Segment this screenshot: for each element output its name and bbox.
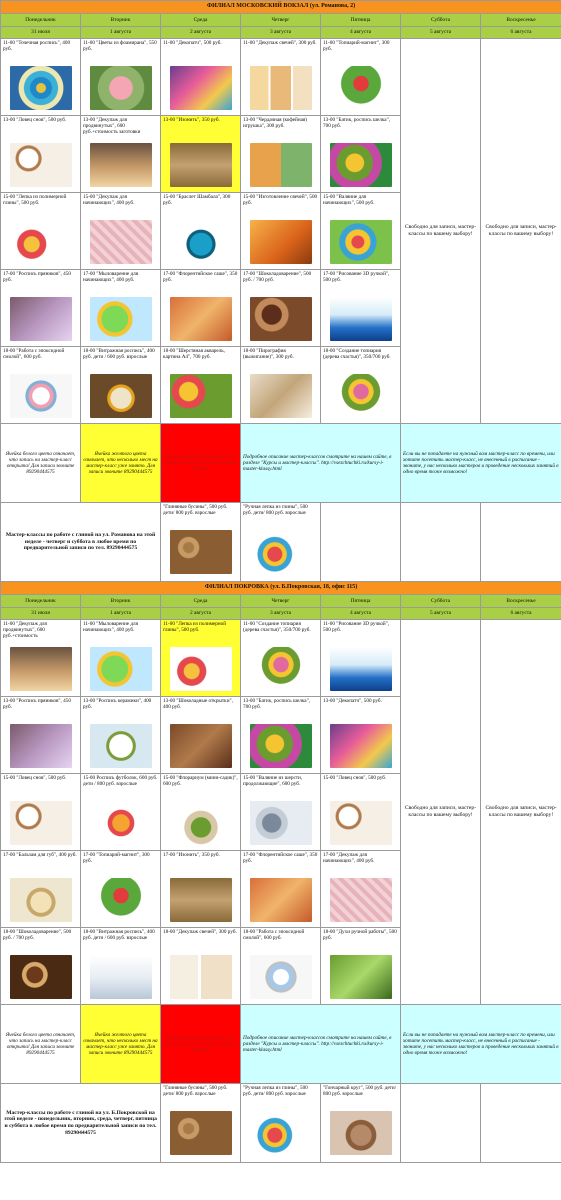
class-title: 11-00 "Точечная роспись", 400 руб. bbox=[3, 40, 71, 53]
class-title: 18-00 "Духи ручной работы", 500 руб. bbox=[323, 929, 397, 942]
class-slot[interactable] bbox=[81, 193, 161, 270]
class-slot[interactable] bbox=[241, 116, 321, 193]
soap-image bbox=[90, 647, 152, 691]
day-header: Суббота bbox=[401, 595, 481, 608]
dog-figure-image bbox=[330, 724, 392, 768]
class-slot[interactable] bbox=[241, 697, 321, 774]
silk-image bbox=[330, 143, 392, 187]
stained-glass-image bbox=[90, 955, 152, 999]
class-slot[interactable] bbox=[1, 39, 81, 116]
class-row bbox=[1, 39, 561, 116]
day-header: Понедельник bbox=[1, 595, 81, 608]
class-title: "Ручная лепка из глины", 500 руб. дети/ 800 руб. взрослые bbox=[243, 504, 308, 517]
class-title: 18-00 "Работа с эпоксидной смолой", 600 руб. bbox=[3, 348, 65, 361]
date-header: 2 августа bbox=[161, 27, 241, 39]
decoupage-image bbox=[330, 878, 392, 922]
candles-image bbox=[250, 66, 312, 110]
date-header: 31 июля bbox=[1, 27, 81, 39]
clay-class-slot[interactable] bbox=[321, 1084, 401, 1163]
class-slot[interactable] bbox=[1, 270, 81, 347]
class-title: 11-00 "Цветы из фоамирана", 550 руб. bbox=[83, 40, 157, 53]
stained-glass-image bbox=[90, 374, 152, 418]
legend-yellow: Ячейка желтого цвета означает, что несколько мест на мастер-класс уже занято. Для записи звоните 89290444575 bbox=[81, 1005, 161, 1084]
class-slot[interactable] bbox=[161, 347, 241, 424]
weekday-header-row bbox=[1, 14, 561, 27]
clay-note: Мастер-классы по работе с глиной на ул. Б.Покровской на этой неделе - понедельник, вторник, среда, четверг, пятница и суббота в любое время по предварительной записи по тел. 89290444575 bbox=[1, 1084, 161, 1163]
empty-cell bbox=[481, 503, 561, 582]
love-thread-image bbox=[170, 143, 232, 187]
clay-row bbox=[1, 1084, 561, 1163]
class-title: 18-00 "Витражная роспись", 400 руб. дети / 600 руб. взрослые bbox=[83, 348, 155, 361]
class-title: "Гончарный круг", 500 руб. дети/ 800 руб. взрослые bbox=[323, 1085, 397, 1098]
silk-image bbox=[250, 724, 312, 768]
clay-row bbox=[1, 503, 561, 582]
class-title: 17-00 "Бальзам для губ", 400 руб. bbox=[3, 852, 77, 858]
class-title: 18-00 "Декупаж свечей", 300 руб. bbox=[163, 929, 237, 935]
flower-image bbox=[90, 66, 152, 110]
clay-cups-image bbox=[250, 1111, 312, 1155]
class-title: 11-00 "Топиарий-магнит", 300 руб. bbox=[323, 40, 390, 53]
topiary-image bbox=[330, 66, 392, 110]
decoupage-room-image bbox=[90, 143, 152, 187]
class-slot[interactable] bbox=[241, 193, 321, 270]
legend-row bbox=[1, 424, 561, 503]
class-title: 11-00 "Декопатч", 500 руб. bbox=[163, 40, 222, 46]
legend-red: Красная ячейка означает, что группа на мастер-класс набрана целиком bbox=[161, 424, 241, 503]
day-header: Среда bbox=[161, 14, 241, 27]
free-slot[interactable]: Свободно для записи, мастер-классы по вашему выбору! bbox=[401, 620, 481, 1005]
class-title: 15-00 "Ловец снов", 500 руб. bbox=[3, 775, 67, 781]
class-title: 13-00 "Изонить", 350 руб. bbox=[163, 117, 220, 123]
date-header-row bbox=[1, 608, 561, 620]
class-slot[interactable] bbox=[161, 39, 241, 116]
class-slot[interactable] bbox=[321, 620, 401, 697]
day-header: Вторник bbox=[81, 14, 161, 27]
class-slot[interactable] bbox=[81, 851, 161, 928]
branch-title: ФИЛИАЛ ПОКРОВКА (ул. Б.Покровская, 18, офис 115) bbox=[1, 582, 561, 595]
date-header: 4 августа bbox=[321, 27, 401, 39]
empty-cell bbox=[401, 1084, 481, 1163]
class-slot[interactable] bbox=[81, 116, 161, 193]
class-title: 17-00 "Изонить", 350 руб. bbox=[163, 852, 220, 858]
class-title: 18-00 "Пирография (выжигание)", 300 руб. bbox=[243, 348, 294, 361]
class-slot[interactable] bbox=[1, 928, 81, 1005]
date-header: 5 августа bbox=[401, 608, 481, 620]
class-title: 11-00 "Декупаж свечей", 300 руб. bbox=[243, 40, 317, 46]
class-title: 13-00 "Декупаж для продвинутых", 600 руб.+стоимость заготовки bbox=[83, 117, 141, 136]
lip-balm-image bbox=[10, 878, 72, 922]
3d-tower-image bbox=[330, 647, 392, 691]
class-title: 15-00 "Валяние из шерсти, продолжающие", 600 руб. bbox=[243, 775, 303, 788]
day-header: Суббота bbox=[401, 14, 481, 27]
class-slot[interactable] bbox=[1, 116, 81, 193]
class-slot[interactable] bbox=[321, 193, 401, 270]
legend-site-link[interactable]: Подробное описание мастер-классов смотрите на нашем сайте, в разделе "Курсы и мастер-классы". http://vsezchtuchki.ru/kursy-i-master-klassy.html bbox=[241, 1005, 401, 1084]
date-header: 6 августа bbox=[481, 608, 561, 620]
day-header: Пятница bbox=[321, 14, 401, 27]
topiary-image bbox=[90, 878, 152, 922]
topiary-tree-image bbox=[330, 374, 392, 418]
date-header-row bbox=[1, 27, 561, 39]
class-title: 17-00 "Мыловарение для начинающих", 400 руб. bbox=[83, 271, 139, 284]
class-slot[interactable] bbox=[81, 928, 161, 1005]
class-slot[interactable] bbox=[81, 39, 161, 116]
topiary-tree-image bbox=[250, 647, 312, 691]
class-title: 18-00 "Создание топиария (дерева счастья)", 350/700 руб. bbox=[323, 348, 391, 361]
branch2-title-row bbox=[1, 582, 561, 595]
class-slot[interactable] bbox=[1, 851, 81, 928]
class-slot[interactable] bbox=[241, 774, 321, 851]
day-header: Среда bbox=[161, 595, 241, 608]
candle-making-image bbox=[250, 220, 312, 264]
class-title: 11-00 "Создание топиария (дерева счастья)", 350/700 руб. bbox=[243, 621, 311, 634]
ceramic-cup-image bbox=[90, 724, 152, 768]
decoupage-room-image bbox=[10, 647, 72, 691]
branch1-title-row bbox=[1, 1, 561, 14]
clay-earrings-image bbox=[170, 647, 232, 691]
soap-image bbox=[90, 297, 152, 341]
class-slot[interactable] bbox=[241, 928, 321, 1005]
free-slot[interactable]: Свободно для записи, мастер-классы по вашему выбору! bbox=[481, 39, 561, 424]
class-slot[interactable] bbox=[241, 620, 321, 697]
class-title: 13-00 "Роспись пряников", 450 руб. bbox=[3, 698, 71, 711]
class-title: 11-00 "Лепка из полимерной глины", 500 руб. bbox=[163, 621, 227, 634]
date-header: 1 августа bbox=[81, 608, 161, 620]
class-slot[interactable] bbox=[321, 851, 401, 928]
class-title: 15-00 "Валяние для начинающих", 500 руб. bbox=[323, 194, 375, 207]
class-title: 13-00 "Батик, роспись шелка", 700 руб. bbox=[323, 117, 391, 130]
date-header: 1 августа bbox=[81, 27, 161, 39]
class-slot[interactable] bbox=[321, 928, 401, 1005]
legend-request: Если вы не попадаете на нужный вам мастер-класс по времени, или хотите посетить мастер-класс, не внесенный в расписание - звоните, у нас несколько мастеров и проведение нескольких занятий в одно время тоже возможно! bbox=[401, 1005, 561, 1084]
free-slot[interactable]: Свободно для записи, мастер-классы по вашему выбору! bbox=[401, 39, 481, 424]
legend-site-link[interactable]: Подробное описание мастер-классов смотрите на нашем сайте, в разделе "Курсы и мастер-классы". http://vsezchtuchki.ru/kursy-i-master-klassy.html bbox=[241, 424, 401, 503]
class-slot[interactable] bbox=[241, 347, 321, 424]
class-title: 17-00 "Топиарий-магнит", 300 руб. bbox=[83, 852, 150, 865]
wool-painting-image bbox=[170, 374, 232, 418]
felt-owls-image bbox=[250, 801, 312, 845]
empty-cell bbox=[401, 503, 481, 582]
date-header: 2 августа bbox=[161, 608, 241, 620]
class-title: 11-00 "Декупаж для продвинутых", 600 руб.+стоимость bbox=[3, 621, 47, 640]
clay-earrings-image bbox=[10, 220, 72, 264]
class-title: 15-00 "Декупаж для начинающих", 400 руб. bbox=[83, 194, 135, 207]
class-slot[interactable] bbox=[81, 347, 161, 424]
resin-pendant-image bbox=[250, 955, 312, 999]
class-slot[interactable] bbox=[161, 774, 241, 851]
day-header: Воскресенье bbox=[481, 14, 561, 27]
tshirt-fish-image bbox=[90, 801, 152, 845]
class-title: 17-00 "Флорентийское саше", 350 руб. bbox=[243, 852, 318, 865]
date-header: 5 августа bbox=[401, 27, 481, 39]
class-slot[interactable] bbox=[321, 270, 401, 347]
class-title: 11-00 "Мыловарение для начинающих", 400 руб. bbox=[83, 621, 138, 634]
class-title: 13-00 "Шоколадные открытки", 400 руб. bbox=[163, 698, 233, 711]
class-slot[interactable] bbox=[241, 39, 321, 116]
sachet-image bbox=[170, 297, 232, 341]
sachet-image bbox=[250, 878, 312, 922]
legend-red: Красная ячейка означает, что группа на мастер-класс набрана целиком bbox=[161, 1005, 241, 1084]
class-title: 15-00 "Изготовление свечей", 500 руб. bbox=[243, 194, 318, 207]
felting-image bbox=[330, 220, 392, 264]
legend-request: Если вы не попадаете на нужный вам мастер-класс по времени, или хотите посетить мастер-класс, не внесенный в расписание - звоните, у нас несколько мастеров и проведение нескольких занятий в одно время тоже возможно! bbox=[401, 424, 561, 503]
love-thread-image bbox=[170, 878, 232, 922]
class-slot[interactable] bbox=[321, 347, 401, 424]
class-slot[interactable] bbox=[81, 774, 161, 851]
date-header: 31 июля bbox=[1, 608, 81, 620]
class-title: "Глиняные бусины", 500 руб. дети/ 800 руб. взрослые bbox=[163, 1085, 228, 1098]
class-slot[interactable] bbox=[321, 116, 401, 193]
legend-row bbox=[1, 1005, 561, 1084]
class-slot[interactable] bbox=[321, 697, 401, 774]
class-slot[interactable] bbox=[161, 620, 241, 697]
class-slot[interactable] bbox=[241, 851, 321, 928]
class-title: 18-00 "Шерстяная акварель, картина А4", 700 руб. bbox=[163, 348, 225, 361]
clay-class-slot[interactable] bbox=[161, 1084, 241, 1163]
gingerbread-image bbox=[10, 297, 72, 341]
day-header: Четверг bbox=[241, 595, 321, 608]
clay-cups-image bbox=[250, 530, 312, 574]
candles-image bbox=[170, 955, 232, 999]
clay-beads-image bbox=[170, 1111, 232, 1155]
clay-class-slot[interactable] bbox=[241, 503, 321, 582]
legend-white: Ячейка белого цвета означает, что запись на мастер-класс открыта! Для записи звоните 89290444575 bbox=[1, 1005, 81, 1084]
florarium-image bbox=[170, 801, 232, 845]
class-title: "Ручная лепка из глины", 500 руб. дети/ 800 руб. взрослые bbox=[243, 1085, 308, 1098]
class-title: 13-00 "Чердачная (кофейная) игрушка", 300 руб. bbox=[243, 117, 308, 130]
branch-title: ФИЛИАЛ МОСКОВСКИЙ ВОКЗАЛ (ул. Романова, 2) bbox=[1, 1, 561, 14]
chocolate-card-image bbox=[170, 724, 232, 768]
class-title: 15-00 "Ловец снов", 500 руб. bbox=[323, 775, 387, 781]
class-slot[interactable] bbox=[81, 620, 161, 697]
class-title: 17-00 "Роспись пряников", 450 руб. bbox=[3, 271, 71, 284]
class-title: 13-00 "Батик, роспись шелка", 700 руб. bbox=[243, 698, 311, 711]
class-slot[interactable] bbox=[161, 928, 241, 1005]
day-header: Понедельник bbox=[1, 14, 81, 27]
class-title: 15-00 Роспись футболок, 600 руб. дети / 800 руб. взрослые bbox=[83, 775, 158, 788]
class-title: 17-00 "Декупаж для начинающих", 400 руб. bbox=[323, 852, 375, 865]
class-title: 15-00 "Флорариум (мини-садик)", 600 руб. bbox=[163, 775, 238, 788]
class-slot[interactable] bbox=[1, 347, 81, 424]
day-header: Пятница bbox=[321, 595, 401, 608]
gingerbread-image bbox=[10, 724, 72, 768]
class-title: 18-00 "Шоколадоварение", 500 руб. / 700 руб. bbox=[3, 929, 72, 942]
class-slot[interactable] bbox=[1, 193, 81, 270]
class-slot[interactable] bbox=[321, 39, 401, 116]
class-title: 13-00 "Декопатч", 500 руб. bbox=[323, 698, 382, 704]
perfume-image bbox=[330, 955, 392, 999]
free-slot[interactable]: Свободно для записи, мастер-классы по вашему выбору! bbox=[481, 620, 561, 1005]
chocolate-image bbox=[250, 297, 312, 341]
chocolate-image bbox=[10, 955, 72, 999]
day-header: Воскресенье bbox=[481, 595, 561, 608]
clay-note: Мастер-классы по работе с глиной на ул. Романова на этой неделе - четверг и суббота в любое время по предварительной записи по тел. 89290444575 bbox=[1, 503, 161, 582]
class-title: 17-00 "Рисование 3D ручкой", 500 руб. bbox=[323, 271, 390, 284]
mandala-image bbox=[10, 66, 72, 110]
day-header: Вторник bbox=[81, 595, 161, 608]
class-slot[interactable] bbox=[1, 697, 81, 774]
class-slot[interactable] bbox=[161, 193, 241, 270]
class-slot[interactable] bbox=[161, 116, 241, 193]
empty-cell bbox=[321, 503, 401, 582]
class-title: 11-00 "Рисование 3D ручкой", 500 руб. bbox=[323, 621, 390, 634]
legend-white: Ячейка белого цвета означает, что запись на мастер-класс открыта! Для записи звоните 89290444575 bbox=[1, 424, 81, 503]
day-header: Четверг bbox=[241, 14, 321, 27]
empty-cell bbox=[481, 1084, 561, 1163]
pyrography-image bbox=[250, 374, 312, 418]
coffee-toy-image bbox=[250, 143, 312, 187]
class-title: 18-00 "Витражная роспись", 400 руб. дети / 600 руб. взрослые bbox=[83, 929, 155, 942]
dreamcatcher-image bbox=[10, 143, 72, 187]
dreamcatcher-image bbox=[330, 801, 392, 845]
class-title: "Глиняные бусины", 500 руб. дети/ 800 руб. взрослые bbox=[163, 504, 228, 517]
clay-class-slot[interactable] bbox=[161, 503, 241, 582]
resin-pendant-image bbox=[10, 374, 72, 418]
class-title: 15-00 "Браслет Шамбала", 300 руб. bbox=[163, 194, 231, 207]
class-title: 13-00 "Ловец снов", 500 руб. bbox=[3, 117, 67, 123]
class-row bbox=[1, 620, 561, 697]
date-header: 3 августа bbox=[241, 608, 321, 620]
date-header: 3 августа bbox=[241, 27, 321, 39]
class-title: 17-00 "Шоколадоварение", 500 руб. / 700 руб. bbox=[243, 271, 312, 284]
class-slot[interactable] bbox=[161, 851, 241, 928]
bracelet-image bbox=[170, 220, 232, 264]
class-slot[interactable] bbox=[321, 774, 401, 851]
date-header: 4 августа bbox=[321, 608, 401, 620]
pottery-wheel-image bbox=[330, 1111, 392, 1155]
class-title: 13-00 "Роспись керамики", 400 руб. bbox=[83, 698, 152, 711]
class-slot[interactable] bbox=[1, 774, 81, 851]
clay-beads-image bbox=[170, 530, 232, 574]
class-slot[interactable] bbox=[241, 270, 321, 347]
class-title: 18-00 "Работа с эпоксидной смолой", 600 руб. bbox=[243, 929, 305, 942]
class-title: 17-00 "Флорентийское саше", 350 руб. bbox=[163, 271, 238, 284]
3d-tower-image bbox=[330, 297, 392, 341]
dog-figure-image bbox=[170, 66, 232, 110]
legend-yellow: Ячейка желтого цвета означает, что несколько мест на мастер-класс уже занято. Для записи звоните 89290444575 bbox=[81, 424, 161, 503]
decoupage-image bbox=[90, 220, 152, 264]
class-slot[interactable] bbox=[161, 697, 241, 774]
clay-class-slot[interactable] bbox=[241, 1084, 321, 1163]
class-title: 15-00 "Лепка из полимерной глины", 500 руб. bbox=[3, 194, 67, 207]
class-slot[interactable] bbox=[161, 270, 241, 347]
class-slot[interactable] bbox=[81, 270, 161, 347]
class-slot[interactable] bbox=[1, 620, 81, 697]
class-slot[interactable] bbox=[81, 697, 161, 774]
dreamcatcher-image bbox=[10, 801, 72, 845]
weekday-header-row bbox=[1, 595, 561, 608]
date-header: 6 августа bbox=[481, 27, 561, 39]
